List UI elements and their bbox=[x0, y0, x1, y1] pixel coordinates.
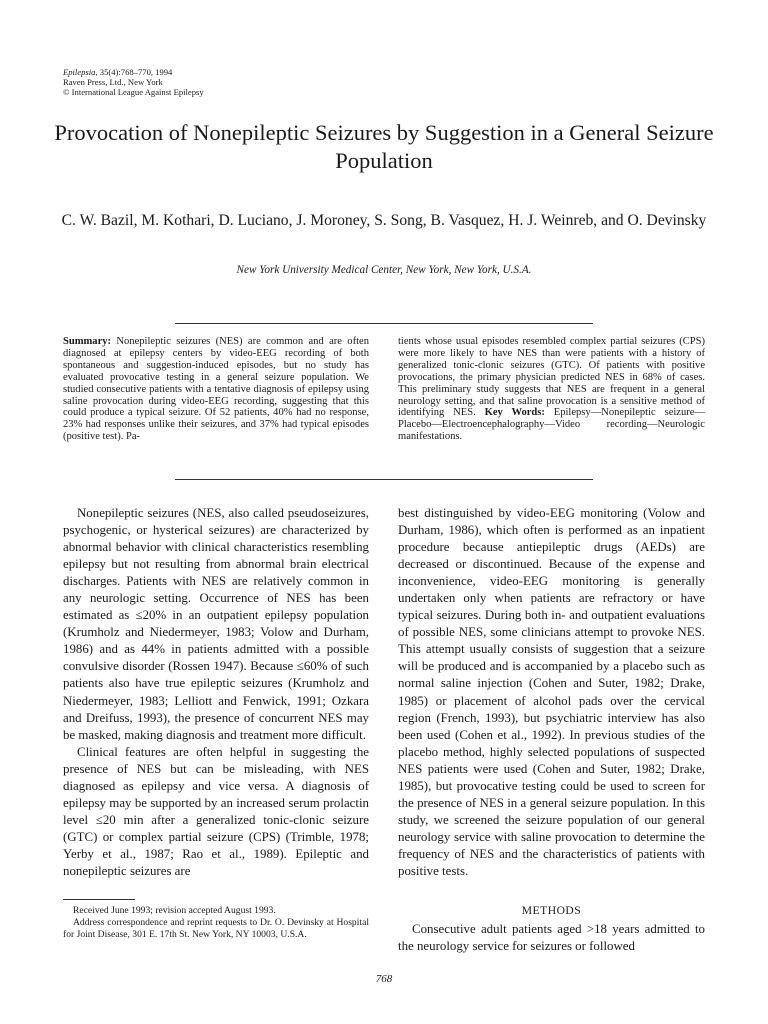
body-right-column bbox=[398, 505, 705, 880]
abstract-bottom-rule bbox=[175, 479, 593, 480]
footnote bbox=[63, 905, 369, 941]
journal-name: Epilepsia, bbox=[63, 67, 98, 77]
abstract-right-column bbox=[398, 336, 705, 443]
body-left-column bbox=[63, 505, 369, 880]
author-list: C. W. Bazil, M. Kothari, D. Luciano, J. Moroney, S. Song, B. Vasquez, H. J. Weinreb, and O. Devinsky bbox=[61, 212, 707, 229]
affiliation: New York University Medical Center, New York, New York, U.S.A. bbox=[236, 264, 532, 276]
footnote-rule bbox=[63, 899, 135, 900]
methods-paragraph: Consecutive adult patients aged >18 years admitted to the neurology service for seizures or followed bbox=[398, 922, 705, 954]
copyright-line: © International League Against Epilepsy bbox=[63, 87, 204, 97]
keywords-text: Epilepsy—Nonepileptic seizure—Placebo—Electroencephalography—Video recording—Neurologic manifestations. bbox=[398, 407, 706, 443]
abstract-top-rule bbox=[175, 323, 593, 324]
abstract-text-left: Nonepileptic seizures (NES) are common and are often diagnosed at epilepsy centers by video-EEG recording of both spontaneous and suggestion-induced episodes, but no study has evaluated provocative testing in a general seizure population. We studied consecutive patients with a tentative diagnosis of epilepsy using saline provocation during video-EEG recording, suggesting that this could produce a typical seizure. Of 52 patients, 40% had no response, 23% had responses unlike their seizures, and 37% had typical episodes (positive test). Pa- bbox=[63, 336, 369, 443]
methods-heading: METHODS bbox=[521, 904, 582, 917]
publisher-line: Raven Press, Ltd., New York bbox=[63, 77, 163, 87]
journal-header bbox=[63, 67, 363, 97]
received-note: Received June 1993; revision accepted August 1993. bbox=[73, 905, 276, 916]
methods-section bbox=[398, 921, 705, 955]
body-paragraph: Nonepileptic seizures (NES, also called pseudoseizures, psychogenic, or hysterical seizures) are characterized by abnormal behavior with clinical characteristics resembling epilepsy but not resulting from abnormal brain electrical discharges. Patients with NES are relatively common in any neurologic setting. Occurrence of NES has been estimated as ≤20% in an outpatient epilepsy population (Krumholz and Niedermeyer, 1983; Volow and Durham, 1986) and as 44% in patients admitted with a possible convulsive disorder (Rossen 1947). Because ≤60% of such patients also have true epileptic seizures (Krumholz and Niedermeyer, 1983; Lelliott and Fenwick, 1991; Ozkara and Dreifuss, 1993), the presence of concurrent NES may be masked, making diagnosis and treatment more difficult. bbox=[63, 506, 369, 742]
body-paragraph: Clinical features are often helpful in suggesting the presence of NES but can be misleading, with NES diagnosed as epilepsy and vice versa. A diagnosis of epilepsy may be supported by an increased serum prolactin level ≤20 min after a generalized tonic-clonic seizure (GTC) or complex partial seizure (CPS) (Trimble, 1978; Yerby et al., 1987; Rao et al., 1989). Epileptic and nonepileptic seizures are bbox=[63, 744, 369, 878]
abstract-left-column bbox=[63, 336, 369, 443]
abstract-text-right: tients whose usual episodes resembled complex partial seizures (CPS) were more likely to have NES than were patients with a history of generalized tonic-clonic seizures (GTC). Of patients with positive provocations, the primary physician predicted NES in 68% of cases. This preliminary study suggests that NES are frequent in a general neurology setting, and that saline provocation is a sensitive method of identifying NES. bbox=[398, 336, 705, 419]
correspondence-note: Address correspondence and reprint requests to Dr. O. Devinsky at Hospital for Joint Disease, 301 E. 17th St. New York, NY 10003, U.S.A. bbox=[63, 917, 369, 941]
keywords-label: Key Words: bbox=[484, 407, 545, 419]
abstract-label: Summary: bbox=[63, 336, 112, 347]
body-paragraph: best distinguished by video-EEG monitoring (Volow and Durham, 1986), which often is performed as an inpatient procedure because antiepileptic drugs (AEDs) are decreased or discontinued. Because of the expense and inconvenience, video-EEG monitoring is generally undertaken only when patients are refractory or have typical seizures. During both in- and outpatient evaluations of possible NES, some clinicians attempt to provoke NES. This attempt usually consists of suggestion that a seizure will be produced and is accompanied by a placebo such as normal saline injection (Cohen and Suter, 1982; Drake, 1985) or placement of alcohol pads over the cervical region (French, 1993), but psychiatric interview has also been used (Cohen et al., 1992). In previous studies of the placebo method, highly selected populations of suspected NES patients were used (Cohen and Suter, 1982; Drake, 1985), but provocative testing could be used to screen for the presence of NES in a general seizure population. In this study, we screened the seizure population of our general neurology service with saline provocation to determine the frequency of NES and the characteristics of patients with positive tests. bbox=[398, 506, 705, 878]
page-number: 768 bbox=[375, 973, 393, 985]
paper-title: Provocation of Nonepileptic Seizures by Suggestion in a General Seizure Population bbox=[54, 120, 714, 173]
journal-citation: 35(4):768–770, 1994 bbox=[99, 67, 173, 77]
